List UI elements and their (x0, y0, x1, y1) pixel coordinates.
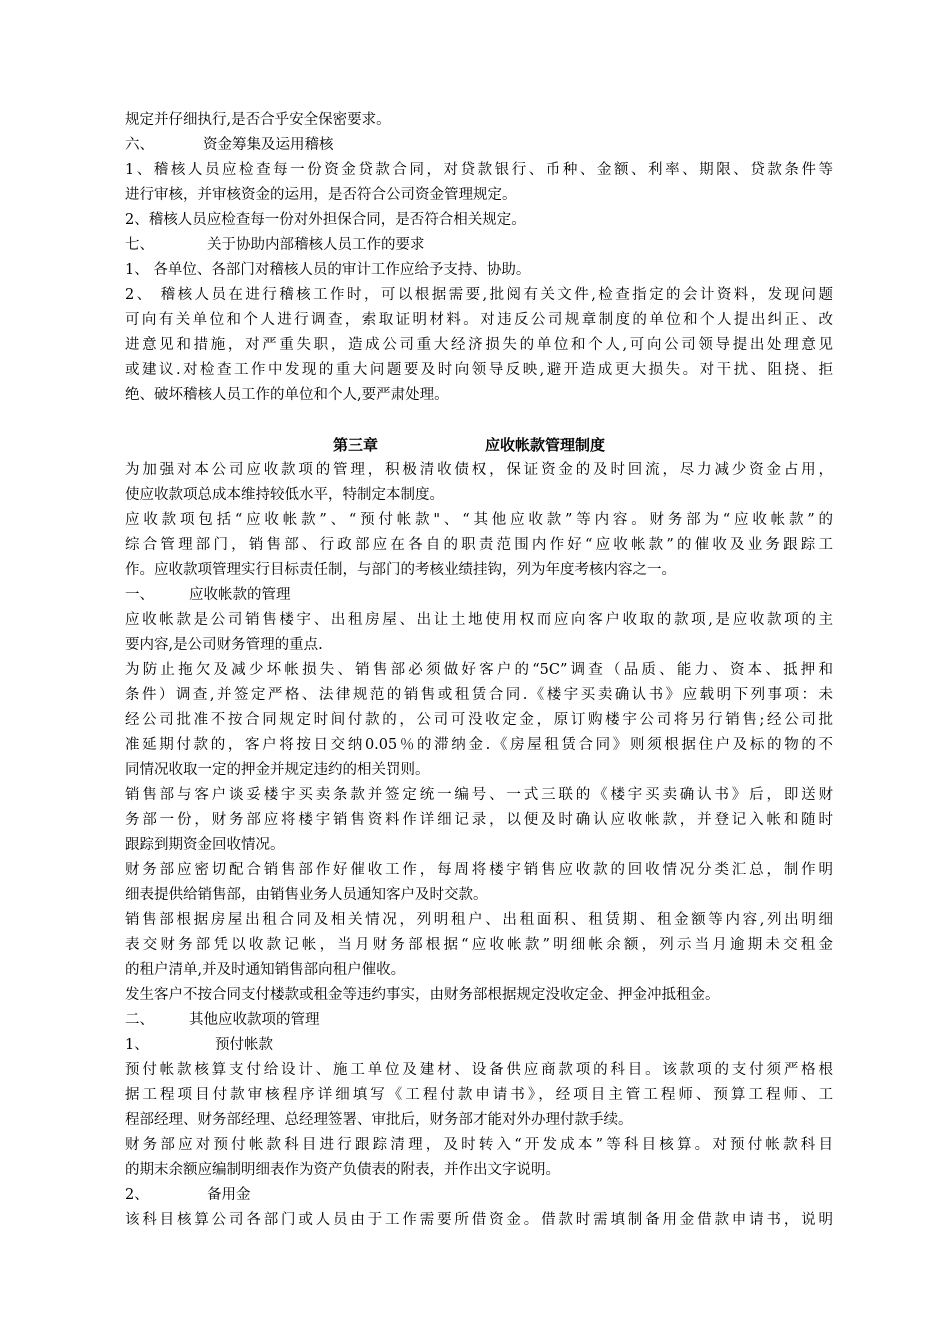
paragraph-line: 为防止拖欠及减少坏帐损失、销售部必须做好客户的“5C”调查（品质、能力、资本、抵押和 (125, 662, 833, 678)
subsection-title: 备用金 (207, 1187, 251, 1203)
blank-line (125, 408, 833, 433)
paragraph-line: 1、稽核人员应检查每一份资金贷款合同，对贷款银行、币种、金额、利率、期限、贷款条件等 (125, 162, 833, 178)
paragraph-line: 绝、破坏稽核人员工作的单位和个人,要严肃处理。 (125, 387, 449, 403)
paragraph-line: 进行审核，并审核资金的运用，是否符合公司资金管理规定。 (125, 187, 517, 203)
paragraph-line: 发生客户不按合同支付楼款或租金等违约事实，由财务部根据规定没收定金、押金冲抵租金。 (125, 987, 720, 1003)
paragraph-line: 进意见和措施，对严重失职，造成公司重大经济损失的单位和个人,可向公司领导提出处理意见 (125, 337, 833, 353)
chapter-title: 应收帐款管理制度 (485, 436, 606, 454)
paragraph-line: 作。应收款项管理实行目标责任制，与部门的考核业绩挂钩，列为年度考核内容之一。 (125, 562, 676, 578)
section-number: 七、 (125, 237, 154, 253)
paragraph-line: 准延期付款的，客户将按日交纳0.05％的滞纳金.《房屋租赁合同》则须根据住户及标的物的不 (125, 737, 833, 753)
subsection-number: 1、 (125, 1037, 149, 1053)
paragraph-line: 经公司批准不按合同规定时间付款的，公司可没收定金，原订购楼宇公司将另行销售;经公司批 (125, 712, 833, 728)
chapter-number: 第三章 (333, 436, 379, 454)
section-title: 资金筹集及运用稽核 (203, 137, 334, 153)
paragraph-line: 使应收款项总成本维持较低水平，特制定本制度。 (125, 487, 444, 503)
paragraph-line: 条件）调查,并签定严格、法律规范的销售或租赁合同.《楼宇买卖确认书》应载明下列事项：未 (125, 687, 833, 703)
section-title: 其他应收款项的管理 (189, 1012, 320, 1028)
section-heading-2 (125, 1008, 833, 1033)
paragraph-line: 的租户清单,并及时通知销售部向租户催收。 (125, 962, 406, 978)
paragraph-line: 或建议.对检查工作中发现的重大问题要及时向领导反映,避开造成更大损失。对干扰、阻挠、拒 (125, 362, 833, 378)
paragraph-line: 细表提供给销售部，由销售业务人员通知客户及时交款。 (125, 887, 488, 903)
subsection-number: 2、 (125, 1187, 149, 1203)
paragraph-line: 财务部应密切配合销售部作好催收工作，每周将楼宇销售应收款的回收情况分类汇总，制作明 (125, 862, 833, 878)
paragraph-line: 要内容,是公司财务管理的重点. (125, 637, 323, 653)
paragraph-line: 财务部应对预付帐款科目进行跟踪清理，及时转入“开发成本”等科目核算。对预付帐款科目 (125, 1137, 833, 1153)
paragraph-line: 跟踪到期资金回收情况。 (125, 837, 285, 853)
paragraph-line: 应收款项包括“应收帐款”、“预付帐款"、“其他应收款”等内容。财务部为“应收帐款”的 (125, 512, 833, 528)
section-title: 应收帐款的管理 (189, 587, 291, 603)
subsection-title: 预付帐款 (215, 1037, 273, 1053)
section-number: 二、 (125, 1012, 154, 1028)
paragraph-line: 可向有关单位和个人进行调查，索取证明材料。对违反公司规章制度的单位和个人提出纠正、改 (125, 312, 833, 328)
paragraph-line: 综合管理部门，销售部、行政部应在各自的职责范围内作好“应收帐款”的催收及业务跟踪工 (125, 537, 833, 553)
paragraph-line: 销售部根据房屋出租合同及相关情况，列明租户、出租面积、租赁期、租金额等内容,列出明细 (125, 912, 833, 928)
chapter-heading (125, 433, 833, 458)
paragraph-line: 表交财务部凭以收款记帐，当月财务部根据“应收帐款”明细帐余额，列示当月逾期未交租金 (125, 937, 833, 953)
paragraph-line: 2、稽核人员应检查每一份对外担保合同，是否符合相关规定。 (125, 212, 526, 228)
section-number: 一、 (125, 587, 154, 603)
paragraph-line: 同情况收取一定的押金并规定违约的相关罚则。 (125, 762, 430, 778)
section-heading-6 (125, 133, 833, 158)
paragraph-line: 销售部与客户谈妥楼宇买卖条款并签定统一编号、一式三联的《楼宇买卖确认书》后，即送财 (125, 787, 833, 803)
document-page (125, 108, 833, 1233)
paragraph-line: 据工程项目付款审核程序详细填写《工程付款申请书》，经项目主管工程师、预算工程师、工 (125, 1087, 833, 1103)
paragraph-line: 2、 稽核人员在进行稽核工作时，可以根据需要,批阅有关文件,检查指定的会计资料，发现问题 (125, 287, 833, 303)
paragraph-line: 务部一份，财务部应将楼宇销售资料作详细记录，以便及时确认应收帐款，并登记入帐和随时 (125, 812, 833, 828)
paragraph-line: 的期末余额应编制明细表作为资产负债表的附表，并作出文字说明。 (125, 1162, 560, 1178)
paragraph-line: 1、 各单位、各部门对稽核人员的审计工作应给予支持、协助。 (125, 262, 531, 278)
subsection-heading-2 (125, 1183, 833, 1208)
paragraph-line: 预付帐款核算支付给设计、施工单位及建材、设备供应商款项的科目。该款项的支付须严格根 (125, 1062, 833, 1078)
paragraph-line: 该科目核算公司各部门或人员由于工作需要所借资金。借款时需填制备用金借款申请书，说明 (125, 1212, 833, 1228)
subsection-heading-1 (125, 1033, 833, 1058)
paragraph-line: 规定并仔细执行,是否合乎安全保密要求。 (125, 112, 391, 128)
section-title: 关于协助内部稽核人员工作的要求 (207, 237, 425, 253)
paragraph-line: 程部经理、财务部经理、总经理签署、审批后，财务部才能对外办理付款手续。 (125, 1112, 633, 1128)
section-heading-7 (125, 233, 833, 258)
paragraph-line: 为加强对本公司应收款项的管理，积极清收债权，保证资金的及时回流，尽力减少资金占用， (125, 462, 833, 478)
section-number: 六、 (125, 137, 154, 153)
paragraph-line: 应收帐款是公司销售楼宇、出租房屋、出让土地使用权而应向客户收取的款项,是应收款项的主 (125, 612, 833, 628)
section-heading-1 (125, 583, 833, 608)
